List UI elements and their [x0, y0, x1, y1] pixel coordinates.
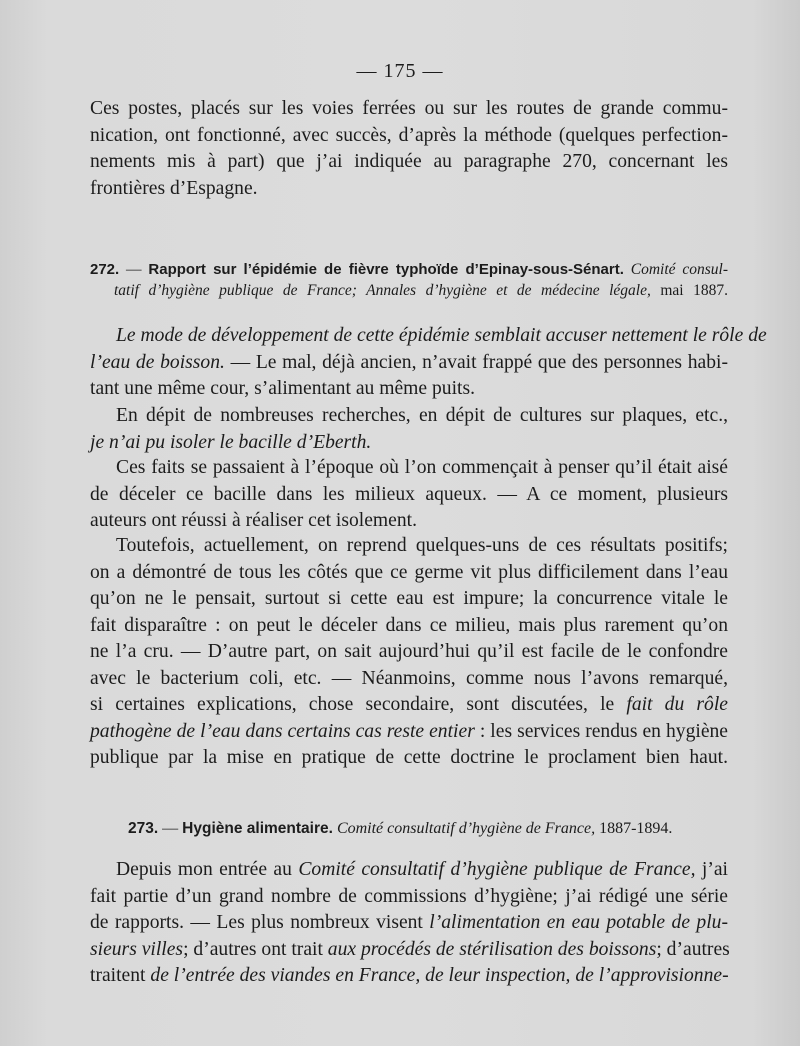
section-272-heading: 272. — Rapport sur l’épidémie de fièvre typhoïde d’Epinay-sous-Sénart. Comité consul- tatif d’hygiène publique de France; Annales d’hygiène et de médecine légale, mai 1887.: [90, 261, 729, 299]
text-line: on a démontré de tous les côtés que ce germe vit plus difficilement dans l’eau: [90, 561, 728, 583]
section-title: Rapport sur l’épidémie de fièvre typhoïde d’Epinay-sous-Sénart.: [148, 261, 624, 278]
text-line: de rapports. — Les plus nombreux visent l’alimentation en eau potable de plu-: [90, 912, 728, 933]
text-line: Depuis mon entrée au Comité consultatif d’hygiène publique de France, j’ai: [116, 859, 728, 880]
section-date: mai 1887.: [650, 282, 728, 299]
text-line: Le mode de développement de cette épidémie semblait accuser nettement le rôle de: [116, 325, 767, 346]
page-number: — 175 —: [356, 60, 444, 82]
text-line: de déceler ce bacille dans les milieux aqueux. — A ce moment, plusieurs: [90, 483, 728, 505]
text-line: fait disparaître : on peut le déceler dans ce milieu, mais plus rarement qu’on: [90, 614, 728, 636]
text-line: pathogène de l’eau dans certains cas reste entier : les services rendus en hygiène: [90, 720, 729, 742]
paragraph: [90, 323, 767, 403]
text-line: traitent de l’entrée des viandes en France, de leur inspection, de l’approvisionne-: [90, 965, 729, 986]
section-source: Comité consultatif d’hygiène de France,: [332, 820, 596, 837]
section-title: Hygiène alimentaire.: [182, 820, 333, 837]
section-source: tatif d’hygiène publique de France; Annales d’hygiène et de médecine légale,: [114, 282, 651, 299]
intro-paragraph: [90, 96, 728, 202]
text-line: qu’on ne le pensait, surtout si cette eau est impure; la concurrence vitale le: [90, 588, 728, 609]
text-line: sieurs villes; d’autres ont trait aux procédés de stérilisation des boissons; d’autres: [90, 938, 730, 960]
text-line: ne l’a cru. — D’autre part, on sait aujourd’hui qu’il est facile de le confondre: [90, 641, 728, 662]
text-line: tant une même cour, s’alimentant au même puits.: [90, 378, 475, 399]
section-date: 1887-1894.: [595, 820, 673, 837]
paragraph: [90, 455, 728, 535]
text-line: fait partie d’un grand nombre de commissions d’hygiène; j’ai rédigé une série: [90, 885, 728, 907]
text-line: publique par la mise en pratique de cette doctrine le proclament bien haut.: [90, 747, 728, 768]
paragraph: [90, 857, 728, 990]
text-line: avec le bacterium coli, etc. — Néanmoins, comme nous l’avons remarqué,: [90, 667, 728, 689]
section-source: Comité consul-: [623, 261, 729, 278]
text-line: si certaines explications, chose secondaire, sont discutées, le fait du rôle: [90, 694, 728, 715]
paragraph: [90, 403, 728, 456]
text-line: En dépit de nombreuses recherches, en dépit de cultures sur plaques, etc.,: [116, 405, 728, 426]
section-273-heading: 273. — Hygiène alimentaire. Comité consultatif d’hygiène de France, 1887-1894.: [128, 820, 673, 837]
text-line: auteurs ont réussi à réaliser cet isolement.: [90, 510, 417, 531]
text-line: nication, ont fonctionné, avec succès, d’après la méthode (quelques perfection-: [90, 124, 728, 146]
text-line: Toutefois, actuellement, on reprend quelques-uns de ces résultats positifs;: [116, 535, 728, 556]
text-line: Ces faits se passaient à l’époque où l’on commençait à penser qu’il était aisé: [116, 457, 728, 478]
text-line: l’eau de boisson. — Le mal, déjà ancien, n’avait frappé que des personnes habi-: [90, 351, 728, 373]
paragraph: [90, 533, 728, 772]
text-line: frontières d’Espagne.: [90, 177, 258, 199]
section-number: 272.: [90, 261, 120, 278]
text-line: nements mis à part) que j’ai indiquée au paragraphe 270, concernant les: [90, 151, 728, 172]
section-number: 273.: [128, 820, 159, 837]
text-line: Ces postes, placés sur les voies ferrées ou sur les routes de grande commu-: [90, 98, 728, 119]
text-line: je n’ai pu isoler le bacille d’Eberth.: [90, 431, 372, 453]
